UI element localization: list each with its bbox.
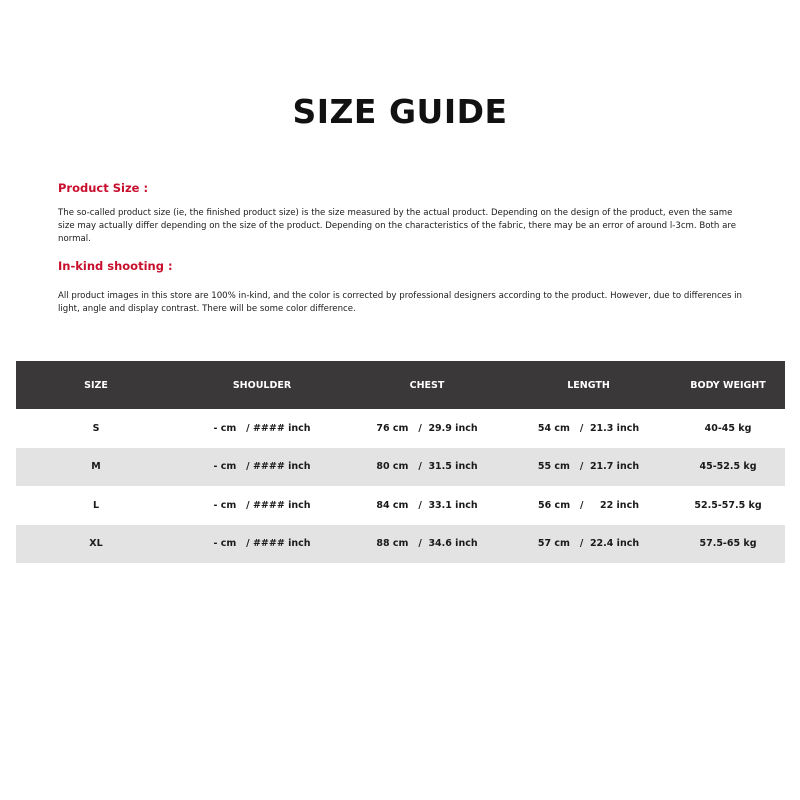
cell-chest: 88 cm / 34.6 inch — [376, 538, 478, 550]
header-length: LENGTH — [567, 379, 610, 391]
cell-length: 55 cm / 21.7 inch — [537, 461, 640, 473]
cell-size: L — [92, 499, 100, 511]
cell-chest: 80 cm / 31.5 inch — [376, 461, 478, 473]
header-chest: CHEST — [409, 379, 445, 391]
cell-body-weight: 40-45 kg — [704, 422, 752, 434]
header-shoulder: SHOULDER — [232, 379, 292, 391]
size-table — [16, 361, 785, 563]
header-size: SIZE — [84, 379, 108, 391]
table-row — [16, 486, 785, 525]
table-row — [16, 525, 785, 564]
page-title: SIZE GUIDE — [292, 92, 508, 131]
cell-size: M — [91, 461, 101, 473]
cell-chest: 84 cm / 33.1 inch — [376, 499, 478, 511]
cell-size: XL — [89, 538, 103, 550]
cell-length: 57 cm / 22.4 inch — [537, 538, 640, 550]
cell-body-weight: 45-52.5 kg — [699, 461, 757, 473]
cell-shoulder: - cm / #### inch — [213, 499, 311, 511]
cell-shoulder: - cm / #### inch — [213, 422, 311, 434]
in-kind-shooting-heading: In-kind shooting : — [58, 259, 173, 273]
cell-size: S — [92, 422, 100, 434]
header-body-weight: BODY WEIGHT — [690, 379, 766, 391]
table-row — [16, 409, 785, 448]
cell-shoulder: - cm / #### inch — [213, 461, 311, 473]
in-kind-shooting-body: All product images in this store are 100% in-kind, and the color is corrected by professional designers according to the product. However, due to differences in light, angle and display contrast. There will be some color difference. — [58, 291, 742, 314]
cell-body-weight: 52.5-57.5 kg — [694, 499, 762, 511]
product-size-body: The so-called product size (ie, the finished product size) is the size measured by the actual product. Depending on the design of the product, even the same size may actually differ depending on the size of the product. Depending on the characteristics of the fabric, there may be an error of around l-3cm. Both are normal. — [58, 208, 736, 244]
table-header — [16, 361, 785, 409]
cell-length: 54 cm / 21.3 inch — [537, 422, 640, 434]
cell-shoulder: - cm / #### inch — [213, 538, 311, 550]
product-size-heading: Product Size : — [58, 181, 149, 195]
table-row — [16, 448, 785, 487]
cell-length: 56 cm / 22 inch — [538, 499, 639, 511]
cell-chest: 76 cm / 29.9 inch — [376, 422, 478, 434]
cell-body-weight: 57.5-65 kg — [699, 538, 757, 550]
